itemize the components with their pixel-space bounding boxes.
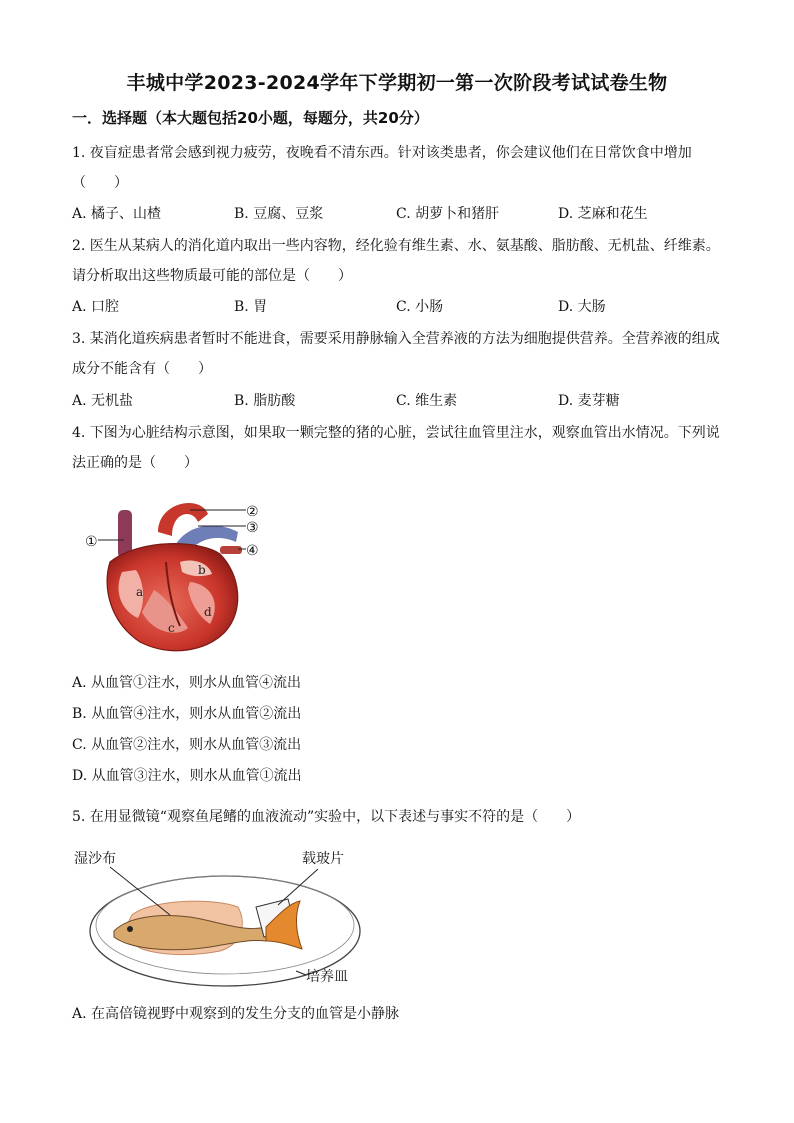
q3-stem-2: 成分不能含有（ ） xyxy=(72,361,212,377)
q4-option-b: B. 从血管④注水，则水从血管②流出 xyxy=(72,706,302,722)
q1-option-d: D. 芝麻和花生 xyxy=(558,206,648,222)
label-vessel-2: ② xyxy=(246,504,259,520)
q3-stem: 3. 某消化道疾病患者暂时不能进食，需要采用静脉输入全营养液的方法为细胞提供营养。全营养液的组成 xyxy=(72,331,720,347)
q3-option-d: D. 麦芽糖 xyxy=(558,393,620,409)
q4-stem: 4. 下图为心脏结构示意图，如果取一颗完整的猪的心脏，尝试往血管里注水，观察血管出水情况。下列说 xyxy=(72,425,720,441)
q4-option-a: A. 从血管①注水，则水从血管④流出 xyxy=(72,675,302,691)
q3-option-b: B. 脂肪酸 xyxy=(234,393,296,409)
label-chamber-c: c xyxy=(168,621,175,635)
q2-stem-2: 请分析取出这些物质最可能的部位是（ ） xyxy=(72,268,352,284)
page-title: 丰城中学2023-2024学年下学期初一第一次阶段考试试卷生物 xyxy=(126,72,668,94)
fish-body-shape xyxy=(114,916,266,950)
q2-option-d: D. 大肠 xyxy=(558,299,606,315)
label-vessel-1: ① xyxy=(85,534,98,550)
heart-diagram xyxy=(80,492,280,662)
label-wet-cloth: 湿沙布 xyxy=(74,851,116,867)
section-heading: 一．选择题（本大题包括20小题，每题分，共20分） xyxy=(72,109,429,127)
q1-option-a: A. 橘子、山楂 xyxy=(72,206,162,222)
q2-stem: 2. 医生从某病人的消化道内取出一些内容物，经化验有维生素、水、氨基酸、脂肪酸、无机盐、纤维素。 xyxy=(72,238,720,254)
q4-option-c: C. 从血管②注水，则水从血管③流出 xyxy=(72,737,302,753)
fish-dish-diagram xyxy=(70,845,370,995)
q3-option-a: A. 无机盐 xyxy=(72,393,134,409)
q1-option-b: B. 豆腐、豆浆 xyxy=(234,206,324,222)
q1-stem: 1. 夜盲症患者常会感到视力疲劳，夜晚看不清东西。针对该类患者，你会建议他们在日常饮食中增加 xyxy=(72,145,692,161)
label-vessel-3: ③ xyxy=(246,520,259,536)
q5-option-a: A. 在高倍镜视野中观察到的发生分支的血管是小静脉 xyxy=(72,1006,400,1022)
label-chamber-a: a xyxy=(136,585,144,599)
label-chamber-b: b xyxy=(198,563,206,577)
q1-option-c: C. 胡萝卜和猪肝 xyxy=(396,206,500,222)
label-dish: 培养皿 xyxy=(306,969,348,985)
q3-option-c: C. 维生素 xyxy=(396,393,458,409)
q1-blank: （ ） xyxy=(72,175,128,191)
q2-option-a: A. 口腔 xyxy=(72,299,120,315)
label-vessel-4: ④ xyxy=(246,543,259,559)
q5-stem: 5. 在用显微镜“观察鱼尾鳍的血液流动”实验中，以下表述与事实不符的是（ ） xyxy=(72,809,581,825)
q4-stem-2: 法正确的是（ ） xyxy=(72,455,198,471)
label-chamber-d: d xyxy=(204,605,212,619)
label-slide: 载玻片 xyxy=(302,851,344,867)
q4-option-d: D. 从血管③注水，则水从血管①流出 xyxy=(72,768,302,784)
q2-option-c: C. 小肠 xyxy=(396,299,444,315)
q2-option-b: B. 胃 xyxy=(234,299,268,315)
pulmonary-vein-shape xyxy=(220,546,242,554)
